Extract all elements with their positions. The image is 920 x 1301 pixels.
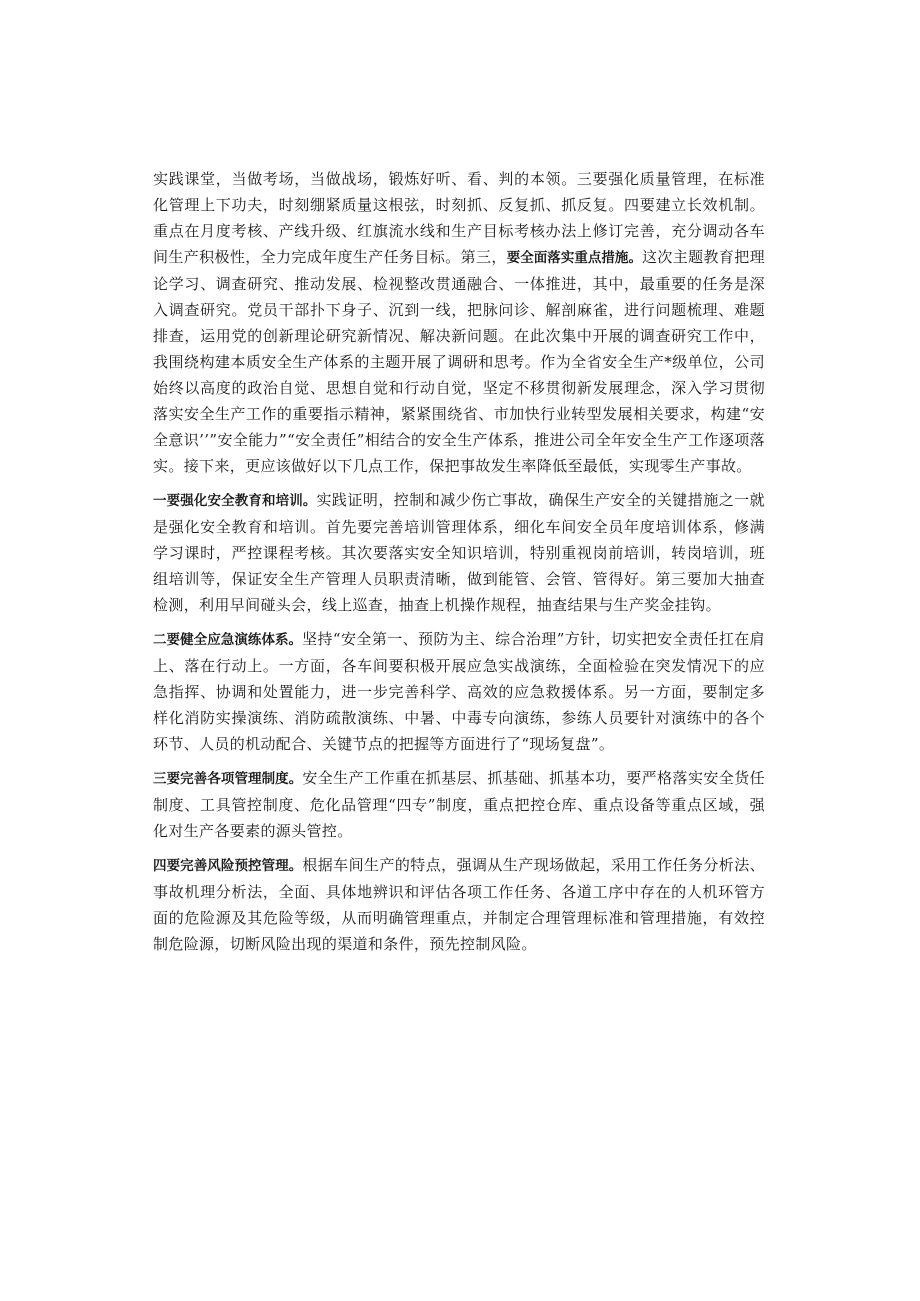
paragraph-management-system (153, 765, 765, 844)
paragraph-lead-heading: 三要完善各项管理制度。 (153, 771, 303, 787)
document-page (153, 166, 765, 965)
paragraph-lead-heading: 要全面落实重点措施。 (506, 250, 642, 266)
paragraph-text: 根据车间生产的特点，强调从生产现场做起，采用工作任务分析法、事故机理分析法，全面、具体地辨识和评估各项工作任务、各道工序中存在的人机环管方面的危险源及其危险等级，从而明确管理重点，并制定合理管理标准和管理措施，有效控制危险源，切断风险出现的渠道和条件，预先控制风险。 (153, 856, 765, 953)
paragraph-text: 安全生产工作重在抓基层、抓基础、抓基本功，要严格落实安全货任制度、工具管控制度、危化品管理“四专”制度，重点把控仓库、重点设备等重点区域，强化对生产各要素的源头管控。 (153, 769, 765, 840)
paragraph-lead-heading: 二要健全应急演练体系。 (153, 632, 303, 648)
paragraph-safety-training (153, 487, 765, 618)
paragraph-text-before: 实践课堂，当做考场，当做战场，锻炼好听、看、判的本领。三要强化质量管理，在标准化管理上下功夫，时刻绷紧质量这根弦，时刻抓、反复抓、抓反复。四要建立长效机制。重点在月度考核、产线升级、红旗流水线和生产目标考核办法上修订完善，充分调动各车间生产积极性，全力完成年度生产任务目标。第三， (153, 170, 765, 266)
paragraph-intro (153, 166, 765, 479)
paragraph-text: 实践证明，控制和减少伤亡事故，确保生产安全的关键措施之一就是强化安全教育和培训。首先要完善培训管理体系，细化车间安全员年度培训体系，修满学习课时，严控课程考核。其次要落实安全知识培训，特别重视岗前培训，转岗培训，班组培训等，保证安全生产管理人员职责清晰，做到能管、会管、管得好。第三要加大抽查检测，利用早间碰头会，线上巡查，抽查上机操作规程，抽查结果与生产奖金挂钩。 (153, 491, 765, 614)
paragraph-emergency-drill (153, 626, 765, 757)
paragraph-text: 坚持“安全第一、预防为主、综合治理”方针，切实把安全责任扛在肩上、落在行动上。一方面，各车间要积极开展应急实战演练，全面检验在突发情况下的应急指挥、协调和处置能力，进一步完善科学、高效的应急救援体系。另一方面，要制定多样化消防实操演练、消防疏散演练、中暑、中毒专向演练，参练人员要针对演练中的各个环节、人员的机动配合、关键节点的把握等方面进行了“现场复盘”。 (153, 630, 765, 753)
paragraph-lead-heading: 四要完善风险预控管理。 (153, 858, 303, 874)
paragraph-text: 这次主题教育把理论学习、调查研究、推动发展、检视整改贯通融合、一体推进，其中，最重要的任务是深入调查研究。党员干部扑下身子、沉到一线，把脉问诊、解剖麻雀，进行问题梳理、难题排查，运用党的创新理论研究新情况、解决新问题。在此次集中开展的调查研究工作中，我围绕构建本质安全生产体系的主题开展了调研和思考。作为全省安全生产*级单位，公司始终以高度的政治自觉、思想自觉和行动自觉，坚定不移贯彻新发展理念，深入学习贯彻落实安全生产工作的重要指示精神，紧紧围绕省、市加快行业转型发展相关要求，构建“安全意识’’”安全能力”“安全责任”相结合的安全生产体系，推进公司全年安全生产工作逐项落实。接下来，更应该做好以下几点工作，保把事故发生率降低至最低，实现零生产事故。 (153, 248, 765, 475)
paragraph-lead-heading: 一要强化安全教育和培训。 (153, 493, 317, 509)
paragraph-risk-control (153, 852, 765, 957)
